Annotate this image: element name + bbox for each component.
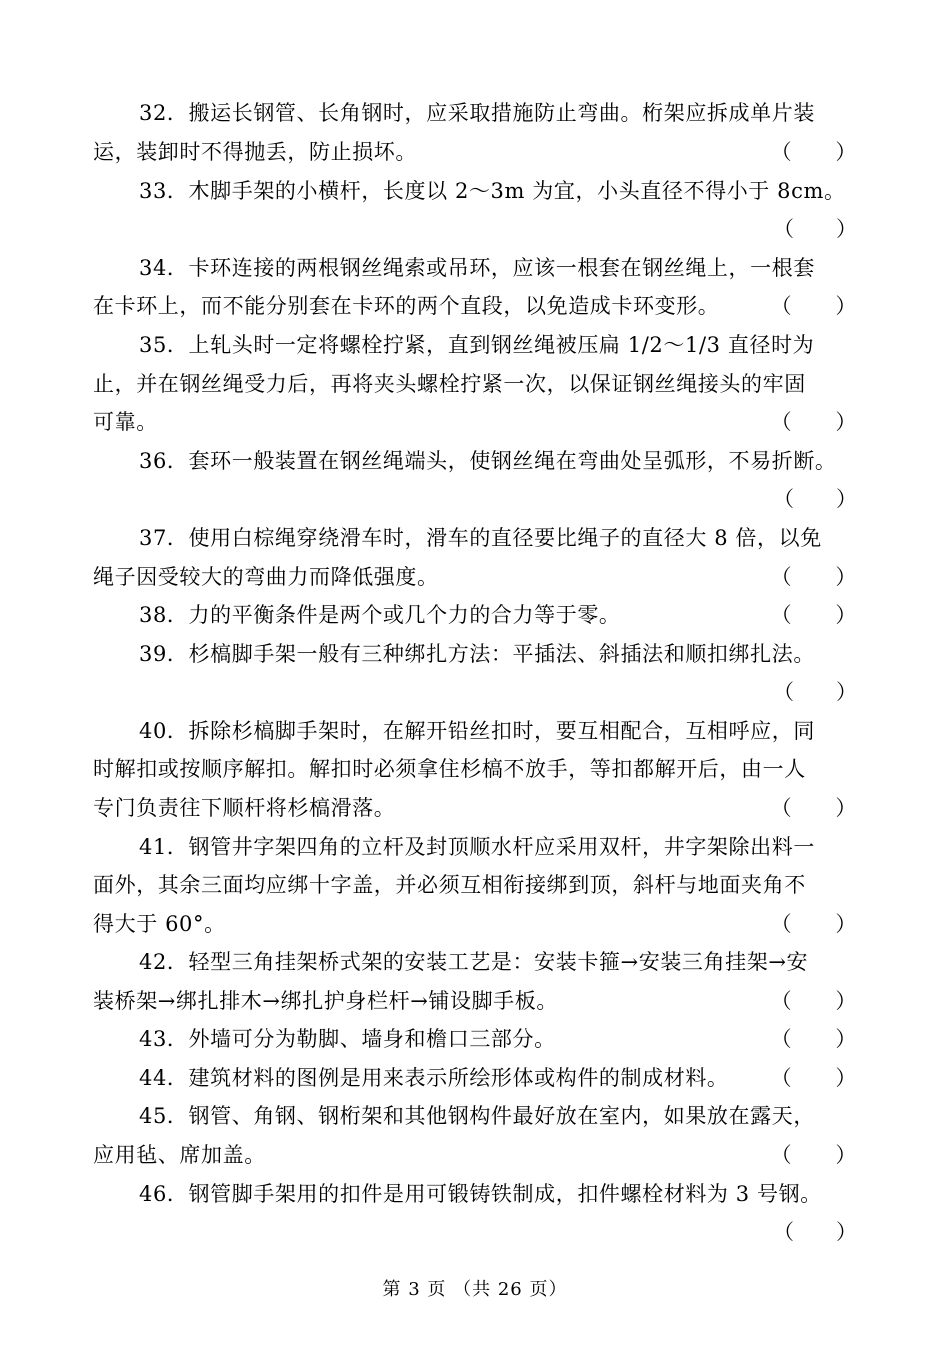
q42-line-2: 装桥架→绑扎排木→绑扎护身栏杆→铺设脚手板。 （ ） <box>93 986 857 1016</box>
q45-line-1: 45．钢管、角钢、钢桁架和其他钢构件最好放在室内，如果放在露天， <box>139 1104 815 1128</box>
q37-line-1: 37．使用白棕绳穿绕滑车时，滑车的直径要比绳子的直径大 8 倍，以免 <box>139 526 822 550</box>
q46-answer-blank[interactable]: （ ） <box>773 1220 857 1244</box>
q42-answer-blank[interactable]: （ ） <box>770 989 857 1013</box>
q44-line-1: 44．建筑材料的图例是用来表示所绘形体或构件的制成材料。 （ ） <box>139 1063 857 1093</box>
q39-line-1: 39．杉槁脚手架一般有三种绑扎方法：平插法、斜插法和顺扣绑扎法。 <box>139 642 815 666</box>
q40-line-2: 时解扣或按顺序解扣。解扣时必须拿住杉槁不放手，等扣都解开后，由一人 <box>93 757 806 781</box>
q35-line-1: 35．上轧头时一定将螺栓拧紧，直到钢丝绳被压扁 1/2～1/3 直径时为 <box>139 333 815 357</box>
q38-answer-blank[interactable]: （ ） <box>770 603 857 627</box>
q38-line-1: 38．力的平衡条件是两个或几个力的合力等于零。 （ ） <box>139 600 857 630</box>
q35-line-2: 止，并在钢丝绳受力后，再将夹头螺栓拧紧一次，以保证钢丝绳接头的牢固 <box>93 372 806 396</box>
q40-line-1: 40．拆除杉槁脚手架时，在解开铅丝扣时，要互相配合，互相呼应，同 <box>139 719 815 743</box>
q41-answer-blank[interactable]: （ ） <box>770 912 857 936</box>
q36-line-1: 36．套环一般装置在钢丝绳端头，使钢丝绳在弯曲处呈弧形，不易折断。 <box>139 449 837 473</box>
q46-line-1: 46．钢管脚手架用的扣件是用可锻铸铁制成，扣件螺栓材料为 3 号钢。 <box>139 1182 822 1206</box>
q34-answer-blank[interactable]: （ ） <box>770 294 857 318</box>
q41-line-3: 得大于 60°。 （ ） <box>93 909 857 939</box>
q44-answer-blank[interactable]: （ ） <box>770 1066 857 1090</box>
q33-answer-blank[interactable]: （ ） <box>773 217 857 241</box>
q43-line-1: 43．外墙可分为勒脚、墙身和檐口三部分。 （ ） <box>139 1024 857 1054</box>
q35-answer-blank[interactable]: （ ） <box>770 410 857 434</box>
q33-line-1: 33．木脚手架的小横杆，长度以 2～3m 为宜，小头直径不得小于 8cm。 <box>139 179 846 203</box>
q37-line-2: 绳子因受较大的弯曲力而降低强度。 （ ） <box>93 562 857 592</box>
q40-answer-blank[interactable]: （ ） <box>770 796 857 820</box>
q32-answer-blank[interactable]: （ ） <box>770 140 857 164</box>
q37-answer-blank[interactable]: （ ） <box>770 565 857 589</box>
q34-line-1: 34．卡环连接的两根钢丝绳索或吊环，应该一根套在钢丝绳上，一根套 <box>139 256 815 280</box>
page-number-footer: 第 3 页 （共 26 页） <box>382 1279 568 1300</box>
q43-answer-blank[interactable]: （ ） <box>770 1027 857 1051</box>
q41-line-1: 41．钢管井字架四角的立杆及封顶顺水杆应采用双杆，井字架除出料一 <box>139 835 815 859</box>
q34-line-2: 在卡环上，而不能分别套在卡环的两个直段，以免造成卡环变形。 （ ） <box>93 291 857 321</box>
q39-answer-blank[interactable]: （ ） <box>773 680 857 704</box>
q45-answer-blank[interactable]: （ ） <box>770 1143 857 1167</box>
q35-line-3: 可靠。 （ ） <box>93 407 857 437</box>
q32-line-2: 运，装卸时不得抛丢，防止损坏。 （ ） <box>93 137 857 167</box>
q32-line-1: 32．搬运长钢管、长角钢时，应采取措施防止弯曲。桁架应拆成单片装 <box>139 101 815 125</box>
q36-answer-blank[interactable]: （ ） <box>773 487 857 511</box>
q45-line-2: 应用毡、席加盖。 （ ） <box>93 1140 857 1170</box>
q40-line-3: 专门负责往下顺杆将杉槁滑落。 （ ） <box>93 793 857 823</box>
q42-line-1: 42．轻型三角挂架桥式架的安装工艺是：安装卡箍→安装三角挂架→安 <box>139 950 809 974</box>
q41-line-2: 面外，其余三面均应绑十字盖，并必须互相衔接绑到顶，斜杆与地面夹角不 <box>93 873 806 897</box>
